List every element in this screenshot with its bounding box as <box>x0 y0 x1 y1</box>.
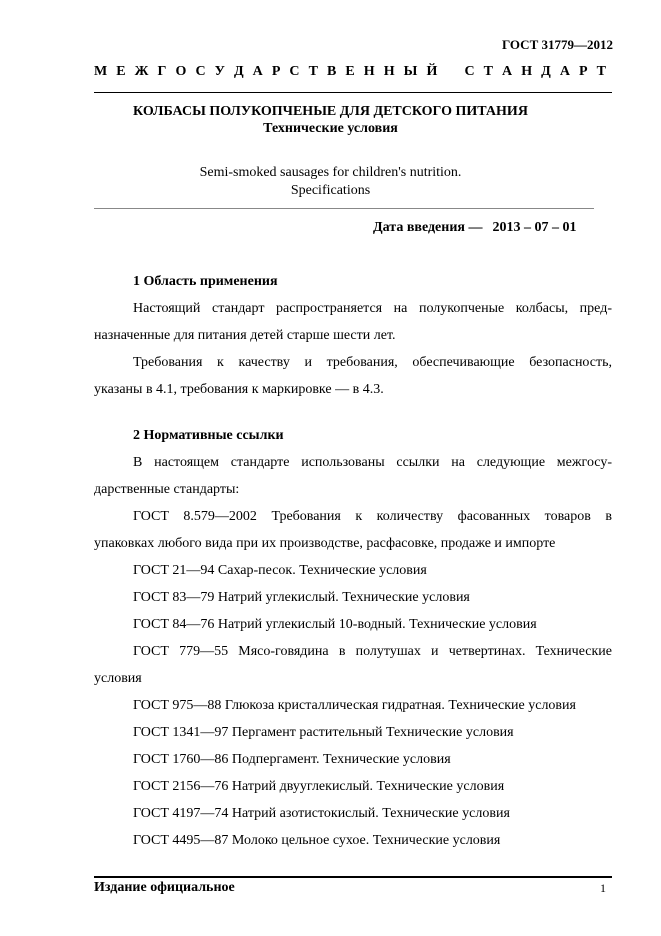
heading-letter: С <box>195 64 206 79</box>
heading-letter: Т <box>308 64 318 79</box>
page-number: 1 <box>600 881 606 895</box>
heading-letter: Р <box>579 64 588 79</box>
document-title-english: Semi-smoked sausages for children's nutrition. <box>199 165 462 180</box>
document-title: КОЛБАСЫ ПОЛУКОПЧЕНЫЕ ДЛЯ ДЕТСКОГО ПИТАНИЯ <box>133 104 528 119</box>
footer-rule <box>94 876 612 878</box>
heading-letter: Е <box>116 64 126 79</box>
heading-letter: В <box>326 64 337 79</box>
introduction-date <box>373 220 576 236</box>
heading-letter: А <box>559 64 570 79</box>
paragraph-line: назначенные для питания детей старше шести лет. <box>94 328 396 343</box>
heading-letter: Г <box>157 64 167 79</box>
reference-item: ГОСТ 83—79 Натрий углекислый. Технические условия <box>133 590 470 605</box>
reference-item: ГОСТ 8.579—2002 Требования к количеству фасованных товаров в <box>133 509 612 524</box>
standard-number: ГОСТ 31779—2012 <box>501 37 613 52</box>
heading-letter: Ы <box>403 64 418 79</box>
document-subtitle-english: Specifications <box>290 183 371 198</box>
reference-item-continued: условия <box>94 671 142 686</box>
heading-letter: Р <box>271 64 281 79</box>
reference-item: ГОСТ 975—88 Глюкоза кристаллическая гидратная. Технические условия <box>133 698 576 713</box>
reference-item: ГОСТ 84—76 Натрий углекислый 10-водный. Технические условия <box>133 617 537 632</box>
heading-letter: А <box>252 64 263 79</box>
introduction-date-value: 2013 – 07 – 01 <box>492 220 577 235</box>
heading-letter: А <box>502 64 513 79</box>
heading-letter: С <box>464 64 475 79</box>
heading-letter: Д <box>233 64 244 79</box>
heading-letter: Н <box>521 64 533 79</box>
reference-item-continued: упаковках любого вида при их производстве, расфасовке, продаже и импорте <box>94 536 556 551</box>
paragraph-line: дарственные стандарты: <box>94 482 240 497</box>
section-heading-scope: 1 Область применения <box>133 274 278 289</box>
heading-letter: Т <box>596 64 606 79</box>
reference-item: ГОСТ 4495—87 Молоко цельное сухое. Технические условия <box>133 833 501 848</box>
official-edition-label: Издание официальное <box>94 880 235 895</box>
paragraph-line: указаны в 4.1, требования к маркировке — в 4.3. <box>94 382 384 397</box>
heading-letter: Т <box>483 64 493 79</box>
interstate-standard-heading <box>94 64 606 80</box>
heading-letter: Ж <box>134 64 149 79</box>
heading-letter: У <box>214 64 225 79</box>
heading-letter: О <box>175 64 187 79</box>
title-rule <box>94 208 594 209</box>
heading-letter: Н <box>383 64 395 79</box>
reference-item: ГОСТ 4197—74 Натрий азотистокислый. Технические условия <box>133 806 510 821</box>
heading-letter: Е <box>345 64 355 79</box>
reference-item: ГОСТ 1341—97 Пергамент растительный Технические условия <box>133 725 514 740</box>
header-rule <box>94 92 612 93</box>
heading-letter: Д <box>541 64 551 79</box>
heading-letter: Й <box>426 64 438 79</box>
reference-item: ГОСТ 1760—86 Подпергамент. Технические условия <box>133 752 451 767</box>
reference-item: ГОСТ 779—55 Мясо-говядина в полутушах и четвертинах. Технические <box>133 644 612 659</box>
heading-letter: С <box>289 64 300 79</box>
paragraph-line: Настоящий стандарт распространяется на полукопченые колбасы, пред- <box>133 301 612 316</box>
paragraph-line: Требования к качеству и требования, обеспечивающие безопасность, <box>133 355 612 370</box>
reference-item: ГОСТ 2156—76 Натрий двууглекислый. Технические условия <box>133 779 505 794</box>
section-heading-normative-references: 2 Нормативные ссылки <box>133 428 284 443</box>
paragraph-line: В настоящем стандарте использованы ссылки на следующие межгосу- <box>133 455 612 470</box>
document-subtitle: Технические условия <box>263 121 398 136</box>
introduction-date-label: Дата введения — <box>373 220 483 235</box>
reference-item: ГОСТ 21—94 Сахар-песок. Технические условия <box>133 563 427 578</box>
heading-letter: М <box>94 64 108 79</box>
heading-letter: Н <box>363 64 375 79</box>
